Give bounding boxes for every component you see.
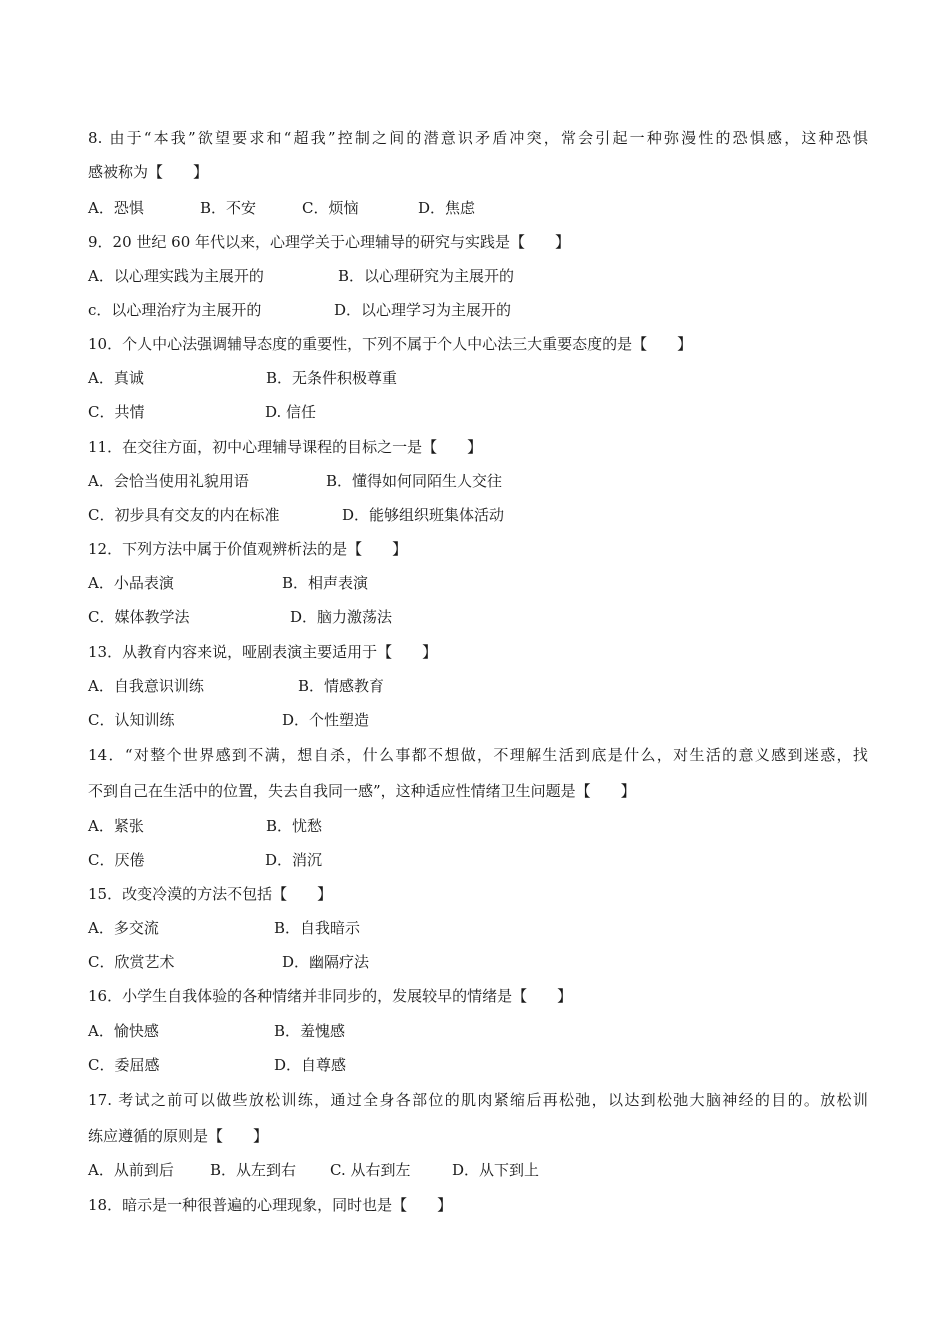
question-15-option-c: C．欣赏艺术 xyxy=(88,953,175,971)
question-15-option-b: B．自我暗示 xyxy=(274,919,361,937)
question-16-option-a: A．愉快感 xyxy=(88,1022,159,1040)
question-9-option-b: B．以心理研究为主展开的 xyxy=(338,267,515,285)
question-17-stem-line-2: 练应遵循的原则是【 】 xyxy=(88,1127,269,1145)
question-11-option-d: D．能够组织班集体活动 xyxy=(342,506,505,524)
question-12-option-d: D．脑力激荡法 xyxy=(290,608,393,626)
question-10-option-a: A．真诚 xyxy=(88,369,144,387)
question-17-option-a: A．从前到后 xyxy=(88,1161,174,1179)
question-16-stem: 16．小学生自我体验的各种情绪并非同步的，发展较早的情绪是【 】 xyxy=(88,987,573,1005)
question-17-stem-line-1: 17. 考试之前可以做些放松训练，通过全身各部位的肌肉紧缩后再松弛，以达到松弛大脑神经的目的。放松训 xyxy=(88,1091,868,1109)
question-14-option-a: A．紧张 xyxy=(88,817,144,835)
question-15-option-a: A．多交流 xyxy=(88,919,159,937)
question-14-option-b: B．忧愁 xyxy=(266,817,323,835)
question-14-stem-line-2: 不到自己在生活中的位置，失去自我同一感”，这种适应性情绪卫生问题是【 】 xyxy=(88,782,636,800)
question-9-option-a: A．以心理实践为主展开的 xyxy=(88,267,264,285)
question-10-option-c: C．共情 xyxy=(88,403,145,421)
question-17-option-c: C. 从右到左 xyxy=(330,1161,411,1179)
question-11-stem: 11．在交往方面，初中心理辅导课程的目标之一是【 】 xyxy=(88,438,483,456)
question-12-option-c: C．媒体教学法 xyxy=(88,608,190,626)
question-8-stem-line-2: 感被称为【 】 xyxy=(88,163,209,181)
question-14-stem-line-1: 14．“对整个世界感到不满，想自杀，什么事都不想做，不理解生活到底是什么，对生活的意义感到迷惑，找 xyxy=(88,746,868,764)
question-11-option-a: A．会恰当使用礼貌用语 xyxy=(88,472,249,490)
question-13-option-d: D．个性塑造 xyxy=(282,711,370,729)
question-13-option-a: A．自我意识训练 xyxy=(88,677,204,695)
question-14-option-c: C．厌倦 xyxy=(88,851,145,869)
question-8-stem-line-1: 8. 由于“本我”欲望要求和“超我”控制之间的潜意识矛盾冲突，常会引起一种弥漫性的恐惧感，这种恐惧 xyxy=(88,129,868,147)
question-8-option-d: D．焦虑 xyxy=(418,199,476,217)
question-17-option-d: D．从下到上 xyxy=(452,1161,540,1179)
question-14-option-d: D．消沉 xyxy=(265,851,323,869)
question-8-option-c: C．烦恼 xyxy=(302,199,359,217)
question-10-option-d: D. 信任 xyxy=(265,403,317,421)
question-18-stem: 18．暗示是一种很普遍的心理现象，同时也是【 】 xyxy=(88,1196,453,1214)
question-13-option-b: B．情感教育 xyxy=(298,677,385,695)
question-10-option-b: B．无条件积极尊重 xyxy=(266,369,398,387)
question-13-stem: 13．从教育内容来说，哑剧表演主要适用于【 】 xyxy=(88,643,438,661)
question-9-option-c: c．以心理治疗为主展开的 xyxy=(88,301,262,319)
question-11-option-b: B．懂得如何同陌生人交往 xyxy=(326,472,503,490)
question-12-option-b: B．相声表演 xyxy=(282,574,369,592)
question-8-option-a: A．恐惧 xyxy=(88,199,144,217)
question-12-stem: 12．下列方法中属于价值观辨析法的是【 】 xyxy=(88,540,408,558)
question-12-option-a: A．小品表演 xyxy=(88,574,174,592)
question-16-option-d: D．自尊感 xyxy=(274,1056,347,1074)
question-9-stem: 9．20 世纪 60 年代以来，心理学关于心理辅导的研究与实践是【 】 xyxy=(88,233,571,251)
question-9-option-d: D．以心理学习为主展开的 xyxy=(334,301,512,319)
question-17-option-b: B．从左到右 xyxy=(210,1161,297,1179)
question-11-option-c: C．初步具有交友的内在标准 xyxy=(88,506,280,524)
question-16-option-b: B．羞愧感 xyxy=(274,1022,346,1040)
question-13-option-c: C．认知训练 xyxy=(88,711,175,729)
question-10-stem: 10．个人中心法强调辅导态度的重要性，下列不属于个人中心法三大重要态度的是【 】 xyxy=(88,335,693,353)
question-16-option-c: C．委屈感 xyxy=(88,1056,160,1074)
question-8-option-b: B．不安 xyxy=(200,199,257,217)
question-15-option-d: D．幽隔疗法 xyxy=(282,953,370,971)
question-15-stem: 15．改变冷漠的方法不包括【 】 xyxy=(88,885,333,903)
